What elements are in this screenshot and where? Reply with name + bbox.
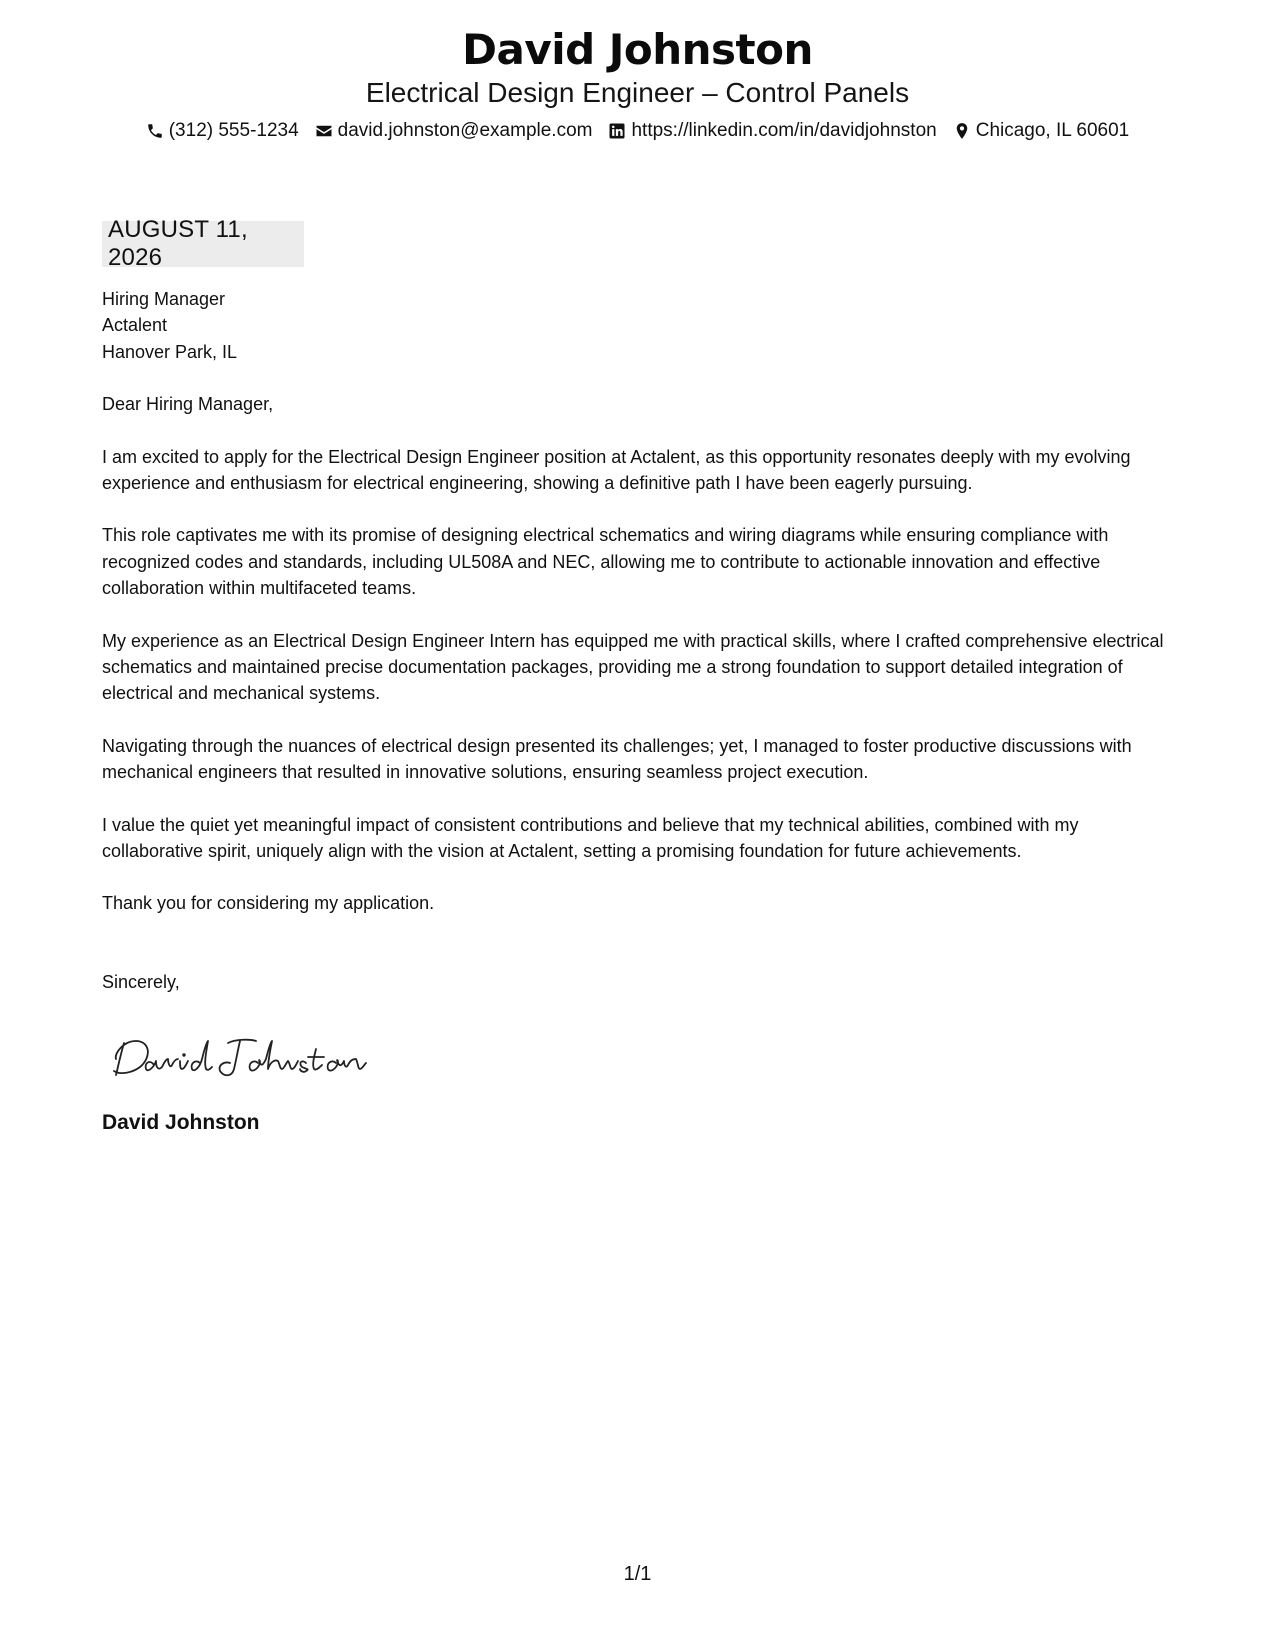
contact-location — [953, 118, 1130, 144]
recipient-line: Hanover Park, IL — [102, 341, 238, 362]
phone-icon — [146, 122, 164, 140]
page-number: 1/1 — [623, 1563, 652, 1585]
body-paragraph: Navigating through the nuances of electrical design presented its challenges; yet, I managed to foster productive discussions with mechanical engineers that resulted in innovative solutions, ensuring seamless project execution. — [102, 735, 1132, 783]
closing: Sincerely, — [102, 971, 180, 992]
letter-header — [0, 24, 1275, 144]
signature-image — [110, 1029, 370, 1081]
letter-date: AUGUST 11, 2026 — [102, 221, 304, 267]
letter-body — [102, 286, 1172, 1137]
linkedin-text[interactable]: https://linkedin.com/in/davidjohnston — [631, 120, 937, 141]
greeting: Dear Hiring Manager, — [102, 394, 274, 415]
map-pin-icon — [953, 122, 971, 140]
body-paragraph: My experience as an Electrical Design Engineer Intern has equipped me with practical skills, where I crafted comprehensive electrical schematics and maintained precise documentation packages, providing me a strong foundation to support detailed integration of electrical and mechanical systems. — [102, 630, 1164, 704]
phone-text: (312) 555-1234 — [168, 120, 299, 141]
contact-email[interactable] — [315, 118, 593, 144]
linkedin-icon — [608, 122, 626, 140]
body-paragraph: I value the quiet yet meaningful impact of consistent contributions and believe that my technical abilities, combined with my collaborative spirit, uniquely align with the vision at Actalent, setting a promising foundation for future achievements. — [102, 814, 1079, 862]
contact-bar — [0, 118, 1275, 144]
contact-phone — [146, 118, 299, 144]
applicant-title: Electrical Design Engineer – Control Panels — [365, 77, 910, 108]
body-paragraph: This role captivates me with its promise of designing electrical schematics and wiring diagrams while ensuring compliance with recognized codes and standards, including UL508A and NEC, allowing me to contribute to actionable innovation and effective collaboration within multifaceted teams. — [102, 525, 1109, 599]
body-paragraph: I am excited to apply for the Electrical Design Engineer position at Actalent, as this opportunity resonates deeply with my evolving experience and enthusiasm for electrical engineering, showing a definitive path I have been eagerly pursuing. — [102, 446, 1131, 493]
location-text: Chicago, IL 60601 — [975, 120, 1130, 141]
email-text[interactable]: david.johnston@example.com — [337, 120, 593, 141]
body-paragraph: Thank you for considering my application. — [102, 893, 435, 914]
envelope-icon — [315, 122, 333, 140]
recipient-line: Actalent — [102, 315, 168, 336]
contact-linkedin[interactable] — [608, 118, 936, 144]
recipient-block — [102, 286, 1172, 365]
signer-name: David Johnston — [102, 1110, 260, 1134]
recipient-line: Hiring Manager — [102, 289, 226, 309]
applicant-name: David Johnston — [462, 25, 813, 74]
